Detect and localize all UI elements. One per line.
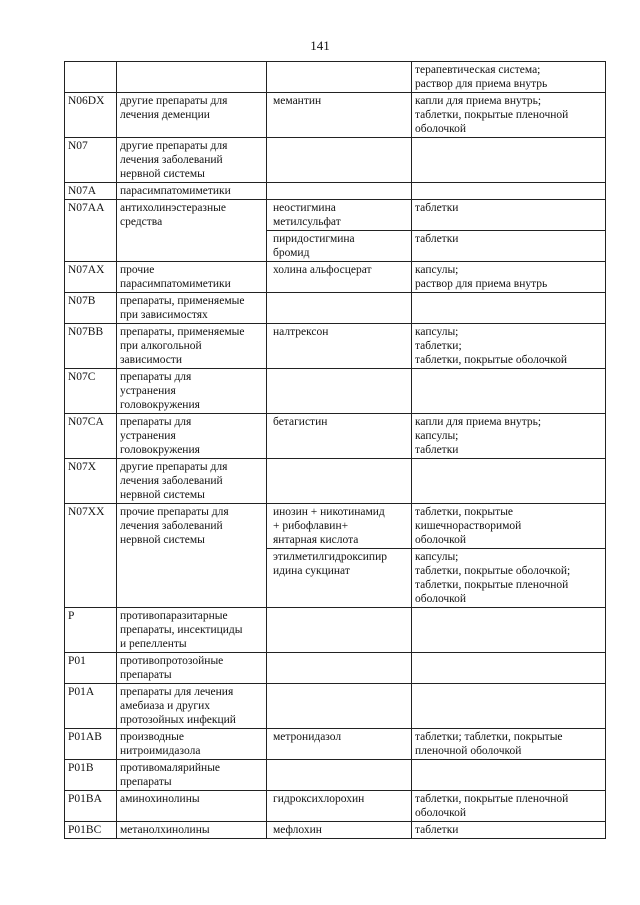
atc-code-cell: P01A	[65, 684, 117, 729]
dosage-form-cell: таблетки	[412, 231, 606, 262]
dosage-form-cell	[412, 459, 606, 504]
drug-name-cell: инозин + никотинамид + рибофлавин+ янтарная кислота	[267, 504, 412, 549]
table-row	[65, 729, 606, 760]
dosage-form-cell: капсулы; таблетки, покрытые оболочкой; таблетки, покрытые пленочной оболочкой	[412, 549, 606, 608]
drug-name-cell	[267, 653, 412, 684]
anatomical-group-cell: препараты для устранения головокружения	[117, 369, 267, 414]
dosage-form-cell	[412, 684, 606, 729]
anatomical-group-cell: противопротозойные препараты	[117, 653, 267, 684]
drug-name-cell	[267, 459, 412, 504]
atc-code-cell: N06DX	[65, 93, 117, 138]
anatomical-group-cell: метанолхинолины	[117, 822, 267, 839]
drug-name-cell: налтрексон	[267, 324, 412, 369]
anatomical-group-cell: антихолинэстеразные средства	[117, 200, 267, 262]
atc-code-cell: P	[65, 608, 117, 653]
atc-code-cell: P01AB	[65, 729, 117, 760]
table-row	[65, 324, 606, 369]
table-row	[65, 459, 606, 504]
atc-code-cell: N07XX	[65, 504, 117, 608]
anatomical-group-cell: препараты, применяемые при зависимостях	[117, 293, 267, 324]
dosage-form-cell: таблетки, покрытые кишечнорастворимой оболочкой	[412, 504, 606, 549]
drug-name-cell: мефлохин	[267, 822, 412, 839]
dosage-form-cell	[412, 653, 606, 684]
drug-name-cell: мемантин	[267, 93, 412, 138]
table-row	[65, 200, 606, 231]
medication-table	[64, 61, 606, 839]
dosage-form-cell	[412, 183, 606, 200]
atc-code-cell	[65, 62, 117, 93]
anatomical-group-cell: другие препараты для лечения деменции	[117, 93, 267, 138]
atc-code-cell: N07B	[65, 293, 117, 324]
dosage-form-cell: капли для приема внутрь; таблетки, покрытые пленочной оболочкой	[412, 93, 606, 138]
table-row	[65, 93, 606, 138]
anatomical-group-cell: препараты для устранения головокружения	[117, 414, 267, 459]
table-row	[65, 262, 606, 293]
dosage-form-cell	[412, 138, 606, 183]
dosage-form-cell: таблетки	[412, 822, 606, 839]
dosage-form-cell: таблетки, покрытые пленочной оболочкой	[412, 791, 606, 822]
table-row	[65, 684, 606, 729]
medication-table-body	[65, 62, 606, 839]
drug-name-cell: этилметилгидроксипир идина сукцинат	[267, 549, 412, 608]
table-row	[65, 760, 606, 791]
anatomical-group-cell: противомалярийные препараты	[117, 760, 267, 791]
dosage-form-cell: таблетки; таблетки, покрытые пленочной оболочкой	[412, 729, 606, 760]
drug-name-cell: метронидазол	[267, 729, 412, 760]
anatomical-group-cell: производные нитроимидазола	[117, 729, 267, 760]
dosage-form-cell	[412, 369, 606, 414]
table-row	[65, 822, 606, 839]
drug-name-cell	[267, 62, 412, 93]
anatomical-group-cell: противопаразитарные препараты, инсектициды и репелленты	[117, 608, 267, 653]
table-row	[65, 369, 606, 414]
drug-name-cell: гидроксихлорохин	[267, 791, 412, 822]
atc-code-cell: N07A	[65, 183, 117, 200]
drug-name-cell	[267, 293, 412, 324]
drug-name-cell	[267, 369, 412, 414]
dosage-form-cell: таблетки	[412, 200, 606, 231]
anatomical-group-cell: аминохинолины	[117, 791, 267, 822]
table-row	[65, 653, 606, 684]
atc-code-cell: N07CA	[65, 414, 117, 459]
anatomical-group-cell: препараты, применяемые при алкогольной зависимости	[117, 324, 267, 369]
dosage-form-cell	[412, 293, 606, 324]
dosage-form-cell	[412, 608, 606, 653]
table-row	[65, 138, 606, 183]
atc-code-cell: P01BC	[65, 822, 117, 839]
drug-name-cell	[267, 684, 412, 729]
drug-name-cell	[267, 138, 412, 183]
anatomical-group-cell: другие препараты для лечения заболеваний нервной системы	[117, 138, 267, 183]
anatomical-group-cell: прочие парасимпатомиметики	[117, 262, 267, 293]
dosage-form-cell: капли для приема внутрь; капсулы; таблетки	[412, 414, 606, 459]
dosage-form-cell	[412, 760, 606, 791]
drug-name-cell: неостигмина метилсульфат	[267, 200, 412, 231]
atc-code-cell: P01BA	[65, 791, 117, 822]
atc-code-cell: N07BB	[65, 324, 117, 369]
drug-name-cell	[267, 183, 412, 200]
dosage-form-cell: терапевтическая система; раствор для приема внутрь	[412, 62, 606, 93]
table-row	[65, 62, 606, 93]
anatomical-group-cell: прочие препараты для лечения заболеваний нервной системы	[117, 504, 267, 608]
table-row	[65, 183, 606, 200]
table-row	[65, 414, 606, 459]
atc-code-cell: N07C	[65, 369, 117, 414]
drug-name-cell: холина альфосцерат	[267, 262, 412, 293]
anatomical-group-cell	[117, 62, 267, 93]
atc-code-cell: P01B	[65, 760, 117, 791]
drug-name-cell: пиридостигмина бромид	[267, 231, 412, 262]
atc-code-cell: N07	[65, 138, 117, 183]
atc-code-cell: N07AA	[65, 200, 117, 262]
anatomical-group-cell: другие препараты для лечения заболеваний нервной системы	[117, 459, 267, 504]
atc-code-cell: N07AX	[65, 262, 117, 293]
table-row	[65, 293, 606, 324]
drug-name-cell	[267, 608, 412, 653]
anatomical-group-cell: парасимпатомиметики	[117, 183, 267, 200]
dosage-form-cell: капсулы; таблетки; таблетки, покрытые оболочкой	[412, 324, 606, 369]
drug-name-cell: бетагистин	[267, 414, 412, 459]
page-number: 141	[310, 38, 330, 53]
atc-code-cell: P01	[65, 653, 117, 684]
table-row	[65, 504, 606, 549]
table-row	[65, 608, 606, 653]
table-row	[65, 791, 606, 822]
drug-name-cell	[267, 760, 412, 791]
anatomical-group-cell: препараты для лечения амебиаза и других протозойных инфекций	[117, 684, 267, 729]
atc-code-cell: N07X	[65, 459, 117, 504]
dosage-form-cell: капсулы; раствор для приема внутрь	[412, 262, 606, 293]
